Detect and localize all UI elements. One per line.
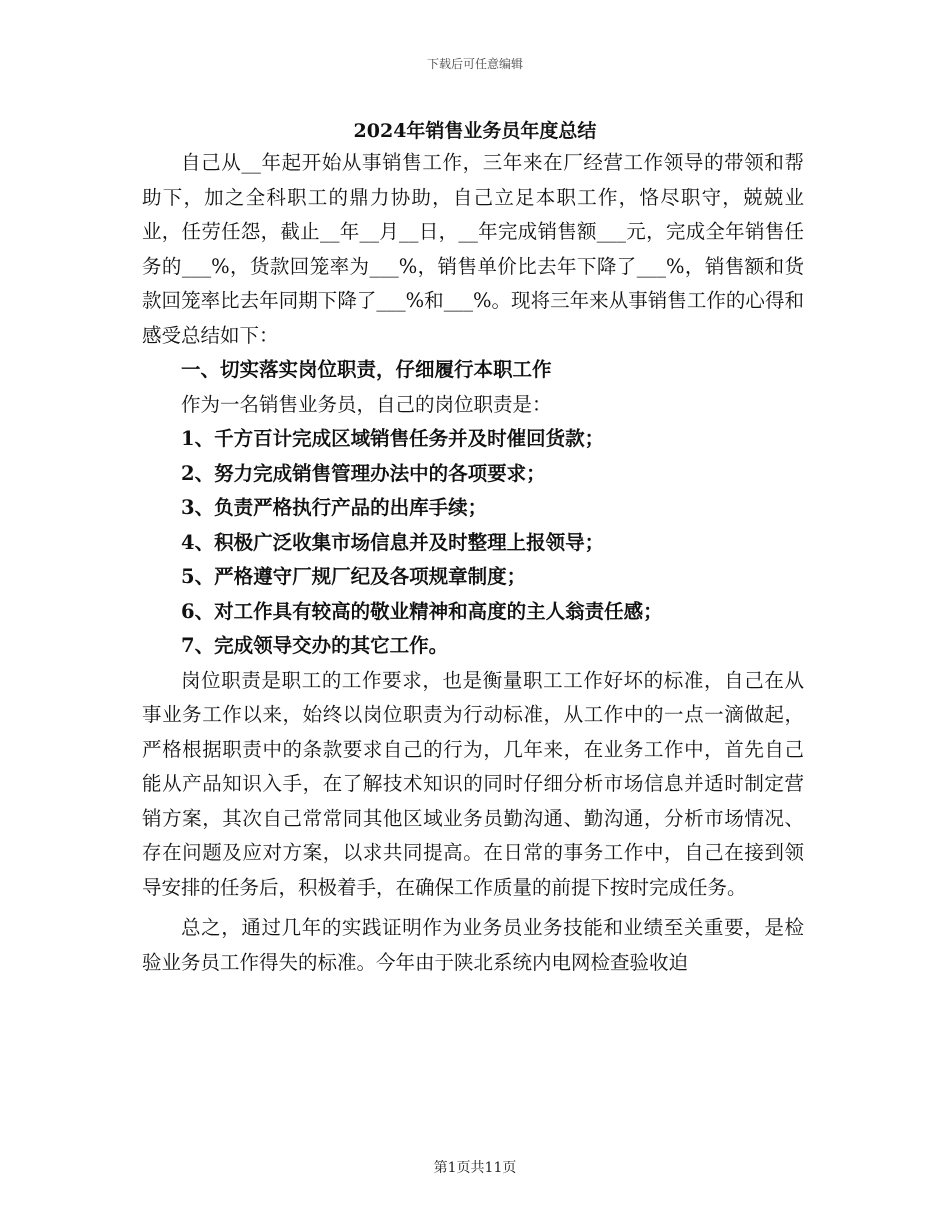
summary-paragraph: 总之，通过几年的实践证明作为业务员业务技能和业绩至关重要，是检验业务员工作得失的标准。今年由于陕北系统内电网检查验收迫 <box>142 916 804 974</box>
document-title: 2024年销售业务员年度总结 <box>353 120 597 142</box>
duty-item-6: 6、对工作具有较高的敬业精神和高度的主人翁责任感； <box>181 599 663 623</box>
duties-lead: 作为一名销售业务员，自己的岗位职责是： <box>181 392 552 416</box>
page-number-footer: 第1页共11页 <box>433 1160 517 1176</box>
duties-explained-paragraph: 岗位职责是职工的工作要求，也是衡量职工工作好坏的标准，自己在从事业务工作以来，始终以岗位职责为行动标准，从工作中的一点一滴做起，严格根据职责中的条款要求自己的行为，几年来，在业务工作中，首先自己能从产品知识入手，在了解技术知识的同时仔细分析市场信息并适时制定营销方案，其次自己常常同其他区域业务员勤沟通、勤沟通，分析市场情况、存在问题及应对方案，以求共同提高。在日常的事务工作中，自己在接到领导安排的任务后，积极着手，在确保工作质量的前提下按时完成任务。 <box>142 668 804 899</box>
intro-paragraph: 自己从__年起开始从事销售工作，三年来在厂经营工作领导的带领和帮助下，加之全科职工的鼎力协助，自己立足本职工作，恪尽职守，兢兢业业，任劳任怨，截止__年__月__日，__年完成销售额___元，完成全年销售任务的___%，货款回笼率为___%，销售单价比去年下降了___%，销售额和货款回笼率比去年同期下降了___%和___%。现将三年来从事销售工作的心得和感受总结如下： <box>142 151 804 347</box>
header-note: 下载后可任意编辑 <box>426 57 523 71</box>
document-body <box>142 146 804 980</box>
duty-item-7: 7、完成领导交办的其它工作。 <box>181 634 449 657</box>
duty-item-3: 3、负责严格执行产品的出库手续； <box>181 496 488 519</box>
duty-item-4: 4、积极广泛收集市场信息并及时整理上报领导； <box>181 530 605 554</box>
duty-item-1: 1、千方百计完成区域销售任务并及时催回货款； <box>181 427 605 450</box>
duty-item-2: 2、努力完成销售管理办法中的各项要求； <box>181 461 546 485</box>
duty-item-5: 5、严格遵守厂规厂纪及各项规章制度； <box>181 565 527 588</box>
section-heading-1: 一、切实落实岗位职责，仔细履行本职工作 <box>181 358 552 381</box>
